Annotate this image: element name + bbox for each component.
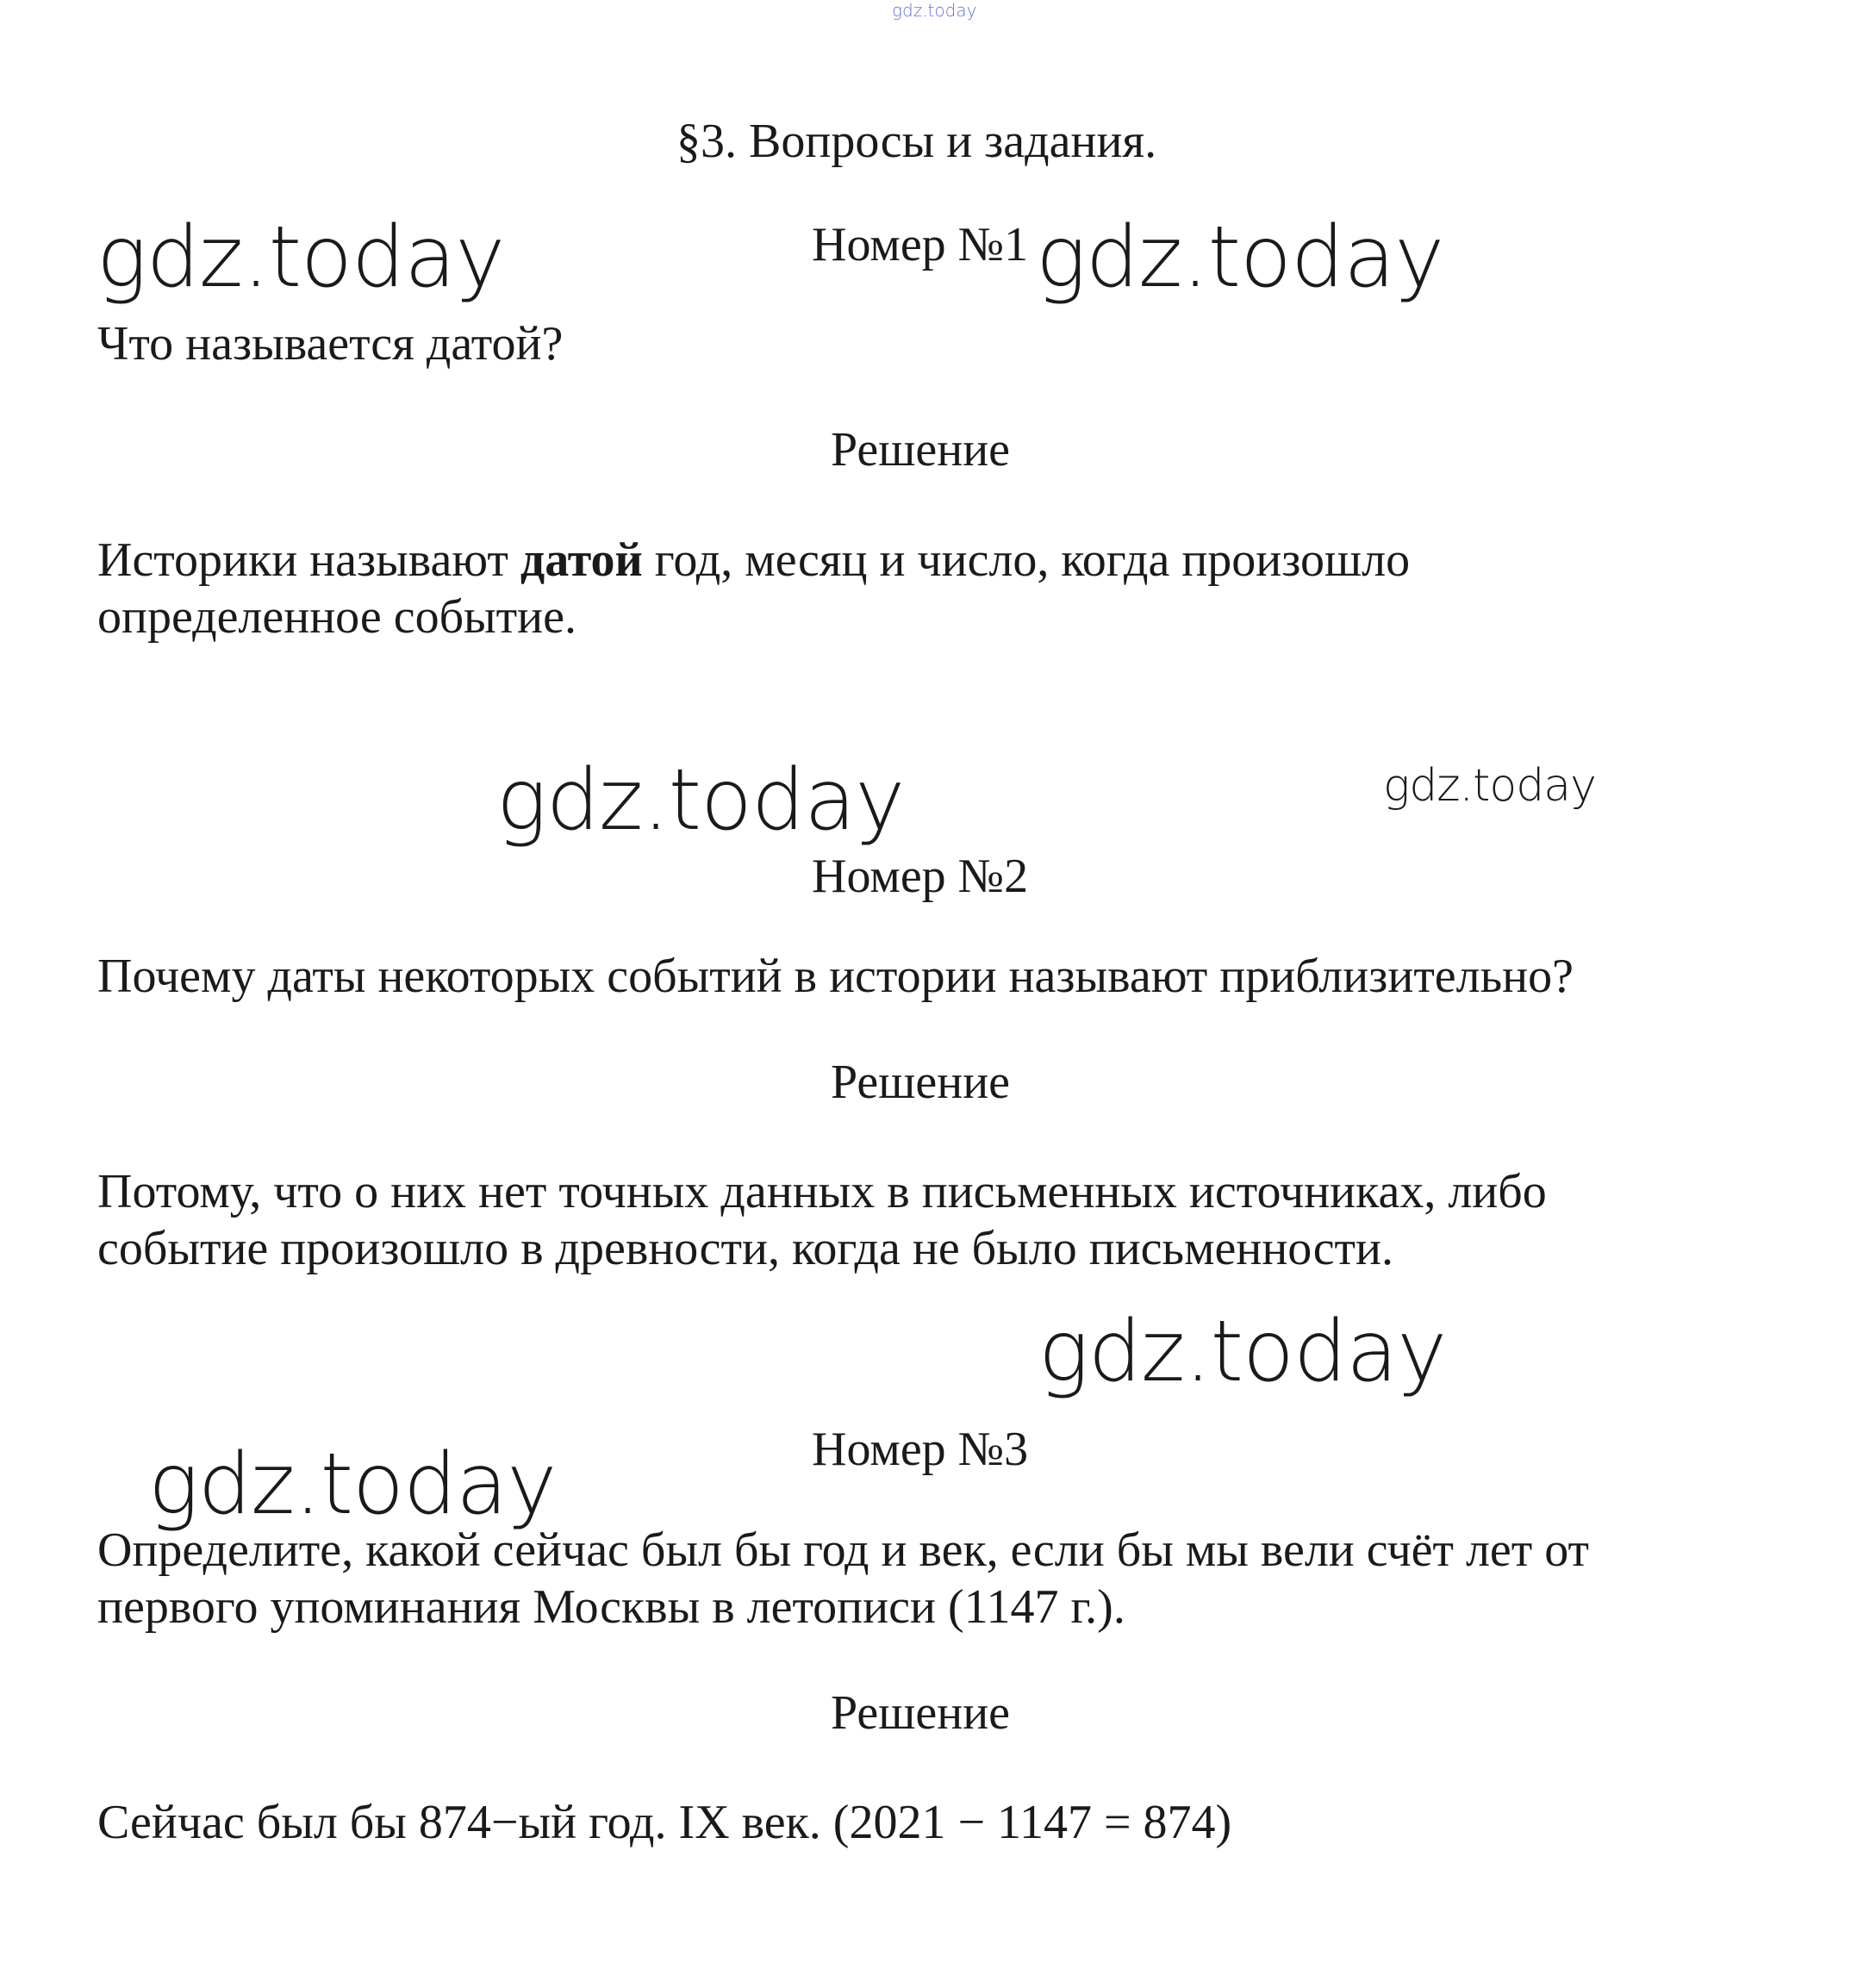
task-1-question: Что называется датой? — [97, 317, 564, 371]
task-3-number: Номер №3 — [812, 1423, 1029, 1476]
top-watermark: gdz.today — [892, 0, 977, 21]
task-1-number: Номер №1 — [812, 218, 1029, 271]
page-title: §3. Вопросы и задания. — [676, 115, 1157, 168]
watermark-6: gdz.today — [148, 1436, 557, 1534]
task-3-question-line-2: первого упоминания Москвы в летописи (1147 г.). — [97, 1580, 1125, 1634]
watermark-4: gdz.today — [1383, 760, 1596, 812]
task-1-answer-part-3: год, месяц и число, когда произошло — [642, 533, 1411, 587]
watermark-1: gdz.today — [97, 209, 505, 307]
watermark-5: gdz.today — [1038, 1303, 1447, 1401]
task-3-solution-label: Решение — [831, 1686, 1011, 1740]
task-2-solution-label: Решение — [831, 1056, 1011, 1109]
task-3-question-line-1: Определите, какой сейчас был бы год и век, если бы мы вели счёт лет от — [97, 1523, 1589, 1577]
watermark-2: gdz.today — [1036, 209, 1444, 307]
task-3-answer: Сейчас был бы 874−ый год. IX век. (2021 − 1147 = 874) — [97, 1796, 1232, 1849]
task-1-solution-label: Решение — [831, 423, 1011, 477]
task-1-answer-line-2: определенное событие. — [97, 590, 577, 644]
task-2-number: Номер №2 — [812, 850, 1029, 903]
task-2-question: Почему даты некоторых событий в истории называют приблизительно? — [97, 950, 1574, 1003]
task-1-answer-term: датой — [520, 533, 643, 587]
task-1-answer-line-1 — [97, 532, 1410, 589]
task-2-answer-line-2: событие произошло в древности, когда не было письменности. — [97, 1222, 1393, 1275]
task-1-answer-part-1: Историки называют — [97, 533, 520, 587]
watermark-3: gdz.today — [496, 751, 905, 850]
task-2-answer-line-1: Потому, что о них нет точных данных в письменных источниках, либо — [97, 1165, 1547, 1218]
